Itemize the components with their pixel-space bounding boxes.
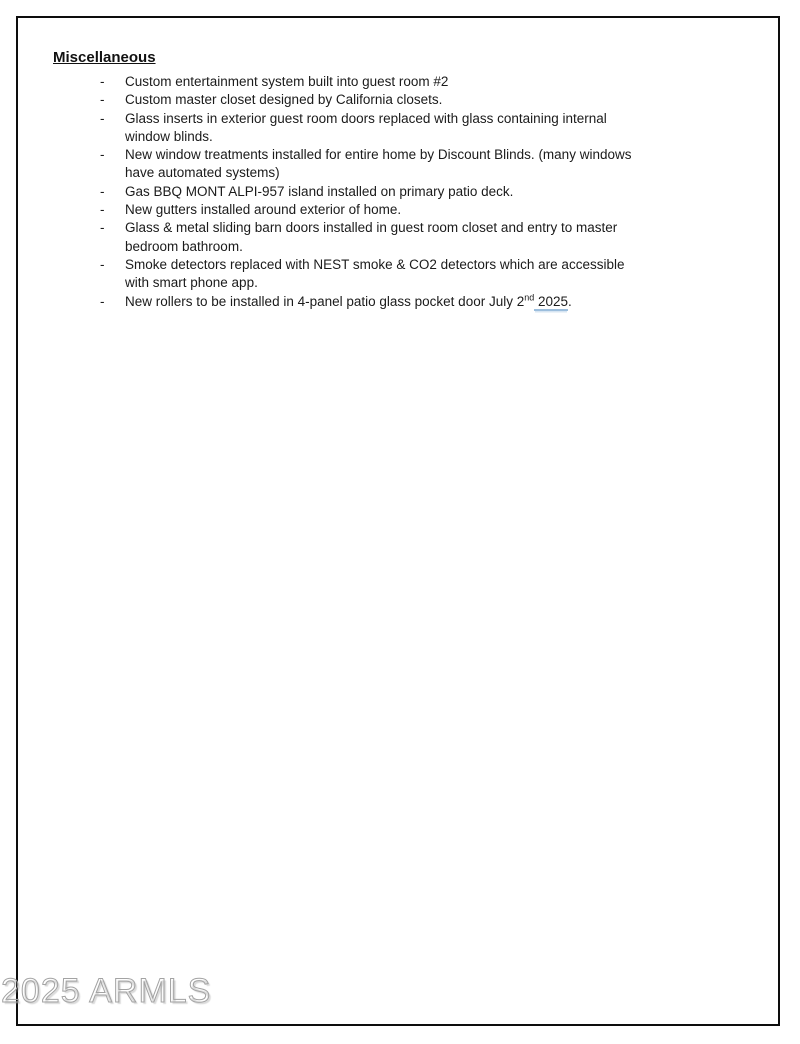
list-item: [53, 73, 745, 91]
bullet-dash: -: [100, 183, 105, 199]
list-item-text: New rollers to be installed in 4-panel patio glass pocket door July 2: [125, 293, 525, 309]
list-item: [53, 183, 745, 201]
underlined-year: 2025: [534, 293, 569, 309]
list-item-text: Custom entertainment system built into guest room #2: [125, 74, 449, 89]
bullet-dash: -: [100, 256, 105, 272]
list-item: [53, 146, 745, 183]
list-item-text: Glass inserts in exterior guest room doors replaced with glass containing internal: [125, 110, 607, 126]
section-heading: Miscellaneous: [53, 49, 156, 66]
list-item-text: New gutters installed around exterior of home.: [125, 202, 402, 218]
bullet-dash: -: [100, 293, 105, 309]
list-item-text: Glass & metal sliding barn doors installed in guest room closet and entry to master: [125, 220, 618, 236]
list-item: [53, 110, 745, 147]
page-content: [53, 49, 745, 311]
bullet-dash: -: [100, 92, 105, 108]
bullet-dash: -: [100, 202, 105, 218]
list-item: [53, 91, 745, 109]
bullet-dash: -: [100, 74, 105, 89]
list-item-text: Custom master closet designed by California closets.: [125, 92, 443, 108]
list-item-text: have automated systems): [125, 165, 280, 181]
list-item-text: .: [568, 293, 572, 309]
list-item: [53, 219, 745, 256]
armls-watermark: 2025 ARMLS: [1, 972, 212, 1010]
bullet-dash: -: [100, 220, 105, 236]
list-item-text: New window treatments installed for entire home by Discount Blinds. (many windows: [125, 147, 632, 163]
list-item: [53, 201, 745, 219]
ordinal-superscript: nd: [524, 292, 535, 303]
bullet-dash: -: [100, 110, 105, 126]
list-item: [53, 256, 745, 293]
list-item: [53, 293, 745, 311]
bullet-dash: -: [100, 147, 105, 163]
bullet-list: [53, 73, 745, 311]
list-item-text: Smoke detectors replaced with NEST smoke & CO2 detectors which are accessible: [125, 256, 625, 272]
list-item-text: with smart phone app.: [125, 275, 258, 291]
list-item-text: bedroom bathroom.: [125, 238, 243, 254]
list-item-text: Gas BBQ MONT ALPI-957 island installed on primary patio deck.: [125, 183, 514, 199]
list-item-text: window blinds.: [125, 128, 213, 144]
